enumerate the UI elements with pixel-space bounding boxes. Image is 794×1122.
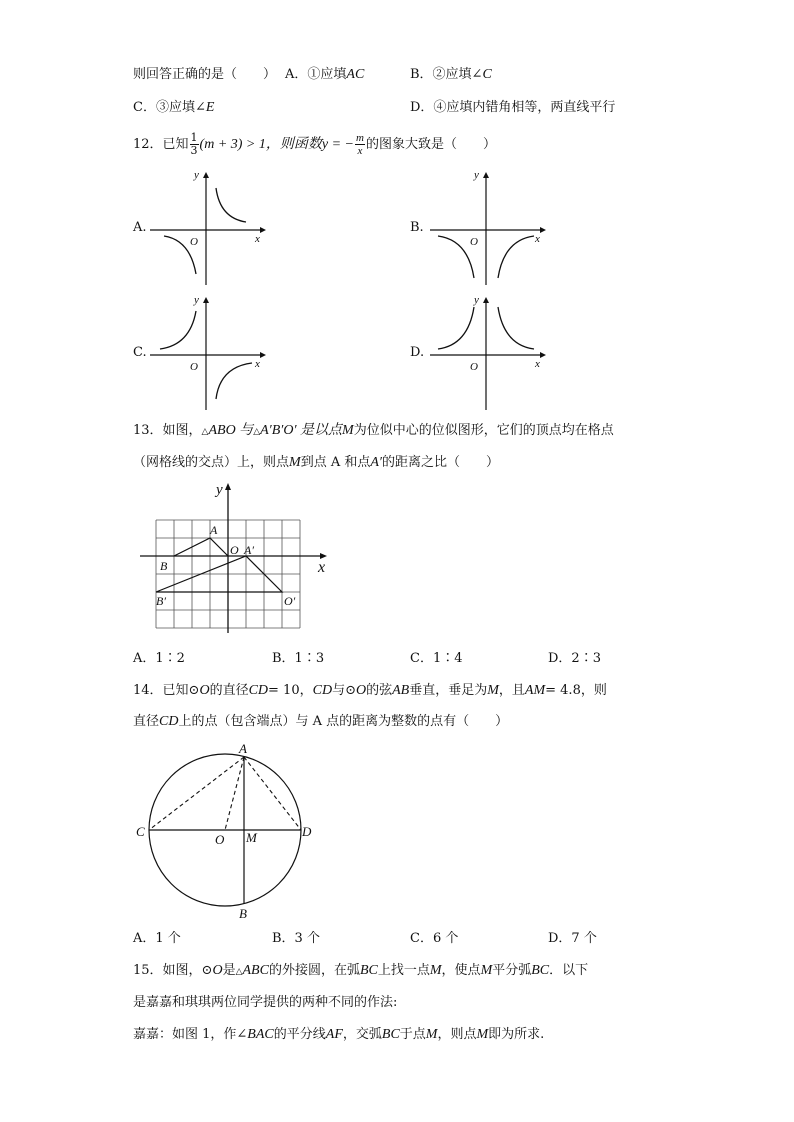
q14-option-a[interactable]: A．1 个 (133, 931, 181, 946)
svg-text:x: x (318, 559, 326, 576)
q13-option-c[interactable]: C．1∶4 (410, 651, 463, 666)
svg-text:y: y (474, 294, 479, 306)
svg-text:O: O (215, 832, 225, 847)
triangle-icon: △ (235, 967, 243, 977)
q12-option-c-label[interactable]: C. (133, 345, 147, 360)
svg-text:x: x (255, 358, 260, 370)
svg-text:O: O (190, 236, 198, 248)
q12-graph-d[interactable] (430, 295, 550, 415)
q12-graph-a[interactable] (150, 170, 270, 290)
q13-stem-line2: （网格线的交点）上，则点M到点 A 和点A′的距离之比（ ） (133, 455, 499, 470)
q11-option-a[interactable]: A．①应填AC (285, 67, 365, 82)
q13-stem-line1: 13．如图，△ABO 与△A′B′O′ 是以点M为位似中心的位似图形，它们的顶点均在格点 (133, 423, 614, 438)
svg-text:O: O (470, 236, 478, 248)
svg-text:A: A (239, 741, 247, 756)
q14-option-b[interactable]: B．3 个 (272, 931, 320, 946)
q14-stem-line2: 直径CD上的点（包含端点）与 A 点的距离为整数的点有（ ） (133, 714, 509, 729)
svg-text:y: y (474, 169, 479, 181)
q13-option-d[interactable]: D．2∶3 (548, 651, 601, 666)
q12-graph-b[interactable] (430, 170, 550, 290)
svg-text:B: B (239, 906, 247, 921)
svg-text:x: x (535, 358, 540, 370)
q11-option-b[interactable]: B．②应填∠C (410, 67, 492, 82)
q12-option-a-label[interactable]: A. (133, 220, 147, 235)
svg-text:O: O (470, 361, 478, 373)
triangle-icon: △ (253, 427, 261, 437)
svg-text:C: C (136, 824, 145, 839)
svg-text:M: M (246, 830, 257, 845)
svg-text:B: B (160, 559, 168, 573)
q11-stem: 则回答正确的是（ ） (133, 67, 277, 82)
svg-text:A′: A′ (244, 543, 254, 557)
q14-circle-figure (136, 742, 336, 922)
q12-fraction: $\frac{1}{3}$ (190, 131, 198, 157)
svg-text:O: O (190, 361, 198, 373)
svg-text:y: y (216, 482, 223, 498)
q11-option-c[interactable]: C．③应填∠E (133, 100, 215, 115)
triangle-icon: △ (201, 427, 209, 437)
q14-stem-line1: 14．已知⊙O的直径CD= 10，CD与⊙O的弦AB垂直，垂足为M，且AM= 4.8，则 (133, 683, 607, 698)
q13-option-b[interactable]: B．1∶3 (272, 651, 325, 666)
q13-grid-figure (138, 478, 338, 638)
q12-stem: 12．已知 $\frac{1}{3}$ (m + 3) > 1，则函数y = − $\frac{m}{x}$ 的图象大致是（ ） (133, 131, 496, 157)
q15-stem-line2: 是嘉嘉和琪琪两位同学提供的两种不同的作法: (133, 995, 398, 1010)
q11-option-d[interactable]: D．④应填内错角相等，两直线平行 (410, 100, 616, 115)
svg-text:x: x (255, 233, 260, 245)
q12-func-fraction: $\frac{m}{x}$ (356, 132, 364, 157)
svg-text:y: y (194, 169, 199, 181)
svg-text:B′: B′ (156, 594, 166, 608)
svg-text:O: O (230, 543, 239, 557)
svg-text:x: x (535, 233, 540, 245)
svg-text:D: D (302, 824, 312, 839)
q12-graph-c[interactable] (150, 295, 270, 415)
q15-stem-line3: 嘉嘉：如图 1，作∠BAC的平分线AF，交弧BC于点M，则点M即为所求. (133, 1027, 545, 1042)
svg-text:O′: O′ (284, 594, 296, 608)
q12-option-b-label[interactable]: B. (410, 220, 424, 235)
q13-option-a[interactable]: A．1∶2 (133, 651, 185, 666)
q14-option-d[interactable]: D．7 个 (548, 931, 597, 946)
svg-text:A: A (210, 523, 218, 537)
q15-stem-line1: 15．如图，⊙O是△ABC的外接圆，在弧BC上找一点M，使点M平分弧BC．以下 (133, 963, 589, 978)
q14-option-c[interactable]: C．6 个 (410, 931, 459, 946)
q12-option-d-label[interactable]: D. (410, 345, 425, 360)
svg-text:y: y (194, 294, 199, 306)
